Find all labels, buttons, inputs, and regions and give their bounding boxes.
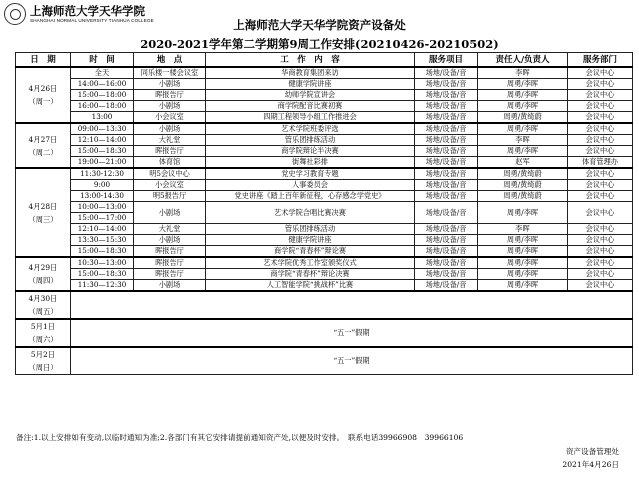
header-row <box>16 53 633 68</box>
service-cell: 场地/设备/音 <box>415 235 478 246</box>
time-cell: 13:30—15:30 <box>71 235 134 246</box>
table-row <box>16 269 633 280</box>
table-row <box>16 135 633 146</box>
service-cell: 场地/设备/音 <box>415 146 478 157</box>
place-cell: 小剧场 <box>134 202 206 224</box>
weekday-label: （周五） <box>28 307 58 316</box>
place-cell: 明5报告厅 <box>134 191 206 202</box>
dept-cell: 会议中心 <box>568 246 633 258</box>
table-row <box>16 202 633 213</box>
place-cell: 大礼堂 <box>134 224 206 235</box>
date-cell <box>16 168 71 257</box>
holiday-cell: “五一”假期 <box>71 347 633 375</box>
date-cell <box>16 347 71 375</box>
dept-cell: 会议中心 <box>568 135 633 146</box>
time-cell: 09:00—13:30 <box>71 123 134 135</box>
dept-cell: 会议中心 <box>568 168 633 180</box>
time-cell: 14:00—16:00 <box>71 79 134 90</box>
date-label: 4月30日 <box>28 294 58 303</box>
content-cell: 商学院“青春杯”辩论赛 <box>206 246 415 258</box>
table-row <box>16 157 633 169</box>
date-cell <box>16 257 71 291</box>
table-row <box>16 319 633 347</box>
time-cell: 16:00—18:00 <box>71 101 134 112</box>
place-cell: 小剧场 <box>134 235 206 246</box>
date-label: 4月28日 <box>28 201 58 211</box>
service-cell: 场地/设备/音 <box>415 191 478 202</box>
content-cell: 商学院辩论半决赛 <box>206 146 415 157</box>
place-cell: 小剧场 <box>134 280 206 292</box>
time-cell: 10:30—13:00 <box>71 257 134 269</box>
service-cell: 场地/设备/音 <box>415 280 478 292</box>
time-cell: 10:00—13:00 <box>71 202 134 213</box>
person-cell: 赵军 <box>478 157 568 169</box>
date-label: 5月1日 <box>30 322 56 331</box>
content-cell: 党史学习教育专题 <box>206 168 415 180</box>
place-cell: 小剧场 <box>134 79 206 90</box>
service-cell: 场地/设备/音 <box>415 269 478 280</box>
person-cell: 周勇/李晖 <box>478 90 568 101</box>
holiday-cell: “五一”假期 <box>71 319 633 347</box>
service-cell: 场地/设备/音 <box>415 101 478 112</box>
content-cell: 四期工程领导小组工作推进会 <box>206 112 415 124</box>
content-cell: 管乐团排练活动 <box>206 224 415 235</box>
time-cell: 12:10—14:00 <box>71 135 134 146</box>
dept-cell: 会议中心 <box>568 280 633 292</box>
service-cell: 场地/设备/音 <box>415 112 478 124</box>
table-row <box>16 280 633 292</box>
place-cell: 同乐楼一楼会议室 <box>134 67 206 79</box>
column-header: 日 期 <box>16 53 71 68</box>
table-row <box>16 347 633 375</box>
person-cell: 周勇/李晖 <box>478 257 568 269</box>
table-row <box>16 123 633 135</box>
weekday-label: （周一） <box>28 97 58 106</box>
person-cell: 李晖 <box>478 135 568 146</box>
content-cell: 人工智能学院“挑战杯”比赛 <box>206 280 415 292</box>
table-row <box>16 191 633 202</box>
service-cell: 场地/设备/音 <box>415 202 478 224</box>
weekday-label: （周二） <box>28 147 58 157</box>
person-cell: 周勇/李晖 <box>478 146 568 157</box>
time-cell: 15:00—17:00 <box>71 213 134 224</box>
time-cell: 19:00—21:00 <box>71 157 134 169</box>
dept-cell: 会议中心 <box>568 146 633 157</box>
place-cell: 小会议室 <box>134 180 206 191</box>
dept-cell: 会议中心 <box>568 123 633 135</box>
dept-cell: 会议中心 <box>568 224 633 235</box>
table-row <box>16 291 633 319</box>
place-cell: 晖报告厅 <box>134 146 206 157</box>
time-cell: 12:10—14:00 <box>71 224 134 235</box>
date-cell <box>16 319 71 347</box>
date-cell <box>16 291 71 319</box>
logo-name-cn: 上海师范大学天华学院 <box>30 4 145 18</box>
service-cell: 场地/设备/音 <box>415 135 478 146</box>
content-cell: 健康学院讲座 <box>206 235 415 246</box>
service-cell: 场地/设备/音 <box>415 90 478 101</box>
dept-cell: 会议中心 <box>568 67 633 79</box>
place-cell: 晖报告厅 <box>134 90 206 101</box>
service-cell: 场地/设备/音 <box>415 168 478 180</box>
table-row <box>16 112 633 124</box>
person-cell: 周勇/李晖 <box>478 202 568 224</box>
time-cell: 15:00—18:30 <box>71 269 134 280</box>
dept-cell: 体育管理办 <box>568 157 633 169</box>
service-cell: 场地/设备/音 <box>415 224 478 235</box>
date-label: 5月2日 <box>30 350 56 359</box>
issue-date: 2021年4月26日 <box>562 460 619 469</box>
content-cell: 街舞社彩排 <box>206 157 415 169</box>
content-cell: 人事委员会 <box>206 180 415 191</box>
place-cell: 晖报告厅 <box>134 257 206 269</box>
issuer-signature: 资产设备管理处 <box>565 447 619 456</box>
date-cell <box>16 67 71 123</box>
table-row <box>16 224 633 235</box>
logo-name-en: SHANGHAI NORMAL UNIVERSITY TIANHUA COLLEGE <box>30 18 154 23</box>
person-cell: 周勇/黄绮蔚 <box>478 180 568 191</box>
document-title: 上海师范大学天华学院资产设备处 <box>233 18 406 32</box>
place-cell: 小会议室 <box>134 112 206 124</box>
time-cell: 9:00 <box>71 180 134 191</box>
schedule-table <box>15 52 633 375</box>
date-label: 4月27日 <box>28 134 58 144</box>
dept-cell: 会议中心 <box>568 202 633 224</box>
table-row <box>16 67 633 79</box>
content-cell: 商学院“青春杯”辩论决赛 <box>206 269 415 280</box>
table-row <box>16 90 633 101</box>
dept-cell: 会议中心 <box>568 180 633 191</box>
column-header: 责任人/负责人 <box>478 53 568 68</box>
person-cell: 周勇/李晖 <box>478 235 568 246</box>
column-header: 服务部门 <box>568 53 633 68</box>
place-cell: 晖报告厅 <box>134 246 206 258</box>
time-cell: 15:00—18:30 <box>71 146 134 157</box>
dept-cell: 会议中心 <box>568 269 633 280</box>
weekday-label: （周日） <box>28 363 58 372</box>
person-cell: 周勇/李晖 <box>478 123 568 135</box>
content-cell: 健康学院讲座 <box>206 79 415 90</box>
service-cell: 场地/设备/音 <box>415 246 478 258</box>
place-cell: 体育馆 <box>134 157 206 169</box>
person-cell: 周勇/黄绮蔚 <box>478 191 568 202</box>
person-cell: 周勇/黄绮蔚 <box>478 168 568 180</box>
dept-cell: 会议中心 <box>568 79 633 90</box>
place-cell: 明5会议中心 <box>134 168 206 180</box>
table-row <box>16 180 633 191</box>
person-cell: 周勇/李晖 <box>478 246 568 258</box>
weekday-label: （周四） <box>28 276 58 285</box>
content-cell: 幼师学院宣讲会 <box>206 90 415 101</box>
content-cell: 华商教育集团来访 <box>206 67 415 79</box>
table-row <box>16 146 633 157</box>
time-cell: 11:30-12:30 <box>71 168 134 180</box>
place-cell: 晖报告厅 <box>134 269 206 280</box>
service-cell: 场地/设备/音 <box>415 67 478 79</box>
place-cell: 小剧场 <box>134 101 206 112</box>
person-cell: 李晖 <box>478 224 568 235</box>
content-cell: 艺术学院合唱比赛决赛 <box>206 202 415 224</box>
content-cell: 商学院配音比赛初赛 <box>206 101 415 112</box>
document-subtitle: 2020-2021学年第二学期第9周工作安排(20210426-20210502) <box>140 37 499 51</box>
column-header: 服务项目 <box>415 53 478 68</box>
person-cell: 李晖 <box>478 67 568 79</box>
column-header: 工 作 内 容 <box>206 53 415 68</box>
place-cell: 小剧场 <box>134 123 206 135</box>
time-cell: 11:30—12:30 <box>71 280 134 292</box>
weekday-label: （周六） <box>28 335 58 344</box>
content-cell: 管乐团排练活动 <box>206 135 415 146</box>
content-cell: 艺术学院优秀工作室颁奖仪式 <box>206 257 415 269</box>
time-cell: 13:00-14:30 <box>71 191 134 202</box>
dept-cell: 会议中心 <box>568 235 633 246</box>
dept-cell: 会议中心 <box>568 101 633 112</box>
table-row <box>16 257 633 269</box>
service-cell: 场地/设备/音 <box>415 79 478 90</box>
person-cell: 周勇/李晖 <box>478 280 568 292</box>
dept-cell: 会议中心 <box>568 90 633 101</box>
footnote: 备注:1.以上安排如有变动,以临时通知为准;2.各部门有其它安排请提前通知资产处,以便及时安排。 联系电话39966908 39966106 <box>16 433 464 442</box>
date-label: 4月26日 <box>28 84 58 93</box>
place-cell: 大礼堂 <box>134 135 206 146</box>
content-cell: 党史讲座《踏上百年新征程，心存感念学党史》 <box>206 191 415 202</box>
table-row <box>16 235 633 246</box>
service-cell: 场地/设备/音 <box>415 257 478 269</box>
dept-cell: 会议中心 <box>568 257 633 269</box>
person-cell: 周勇/李晖 <box>478 101 568 112</box>
weekday-label: （周三） <box>28 214 58 224</box>
table-row <box>16 101 633 112</box>
column-header: 时 间 <box>71 53 134 68</box>
service-cell: 场地/设备/音 <box>415 157 478 169</box>
table-row <box>16 168 633 180</box>
column-header: 地 点 <box>134 53 206 68</box>
service-cell: 场地/设备/音 <box>415 180 478 191</box>
time-cell: 15:00—18:00 <box>71 90 134 101</box>
table-row <box>16 246 633 258</box>
dept-cell: 会议中心 <box>568 112 633 124</box>
table-row <box>16 79 633 90</box>
person-cell: 周勇/李晖 <box>478 269 568 280</box>
person-cell: 周勇/黄绮蔚 <box>478 112 568 124</box>
service-cell: 场地/设备/音 <box>415 123 478 135</box>
date-label: 4月29日 <box>28 263 58 272</box>
content-cell: 艺术学院班委评选 <box>206 123 415 135</box>
holiday-cell <box>71 291 633 319</box>
dept-cell: 会议中心 <box>568 191 633 202</box>
person-cell: 周勇/李晖 <box>478 79 568 90</box>
time-cell: 13:00 <box>71 112 134 124</box>
date-cell <box>16 123 71 168</box>
time-cell: 15:00—18:30 <box>71 246 134 258</box>
time-cell: 全天 <box>71 67 134 79</box>
